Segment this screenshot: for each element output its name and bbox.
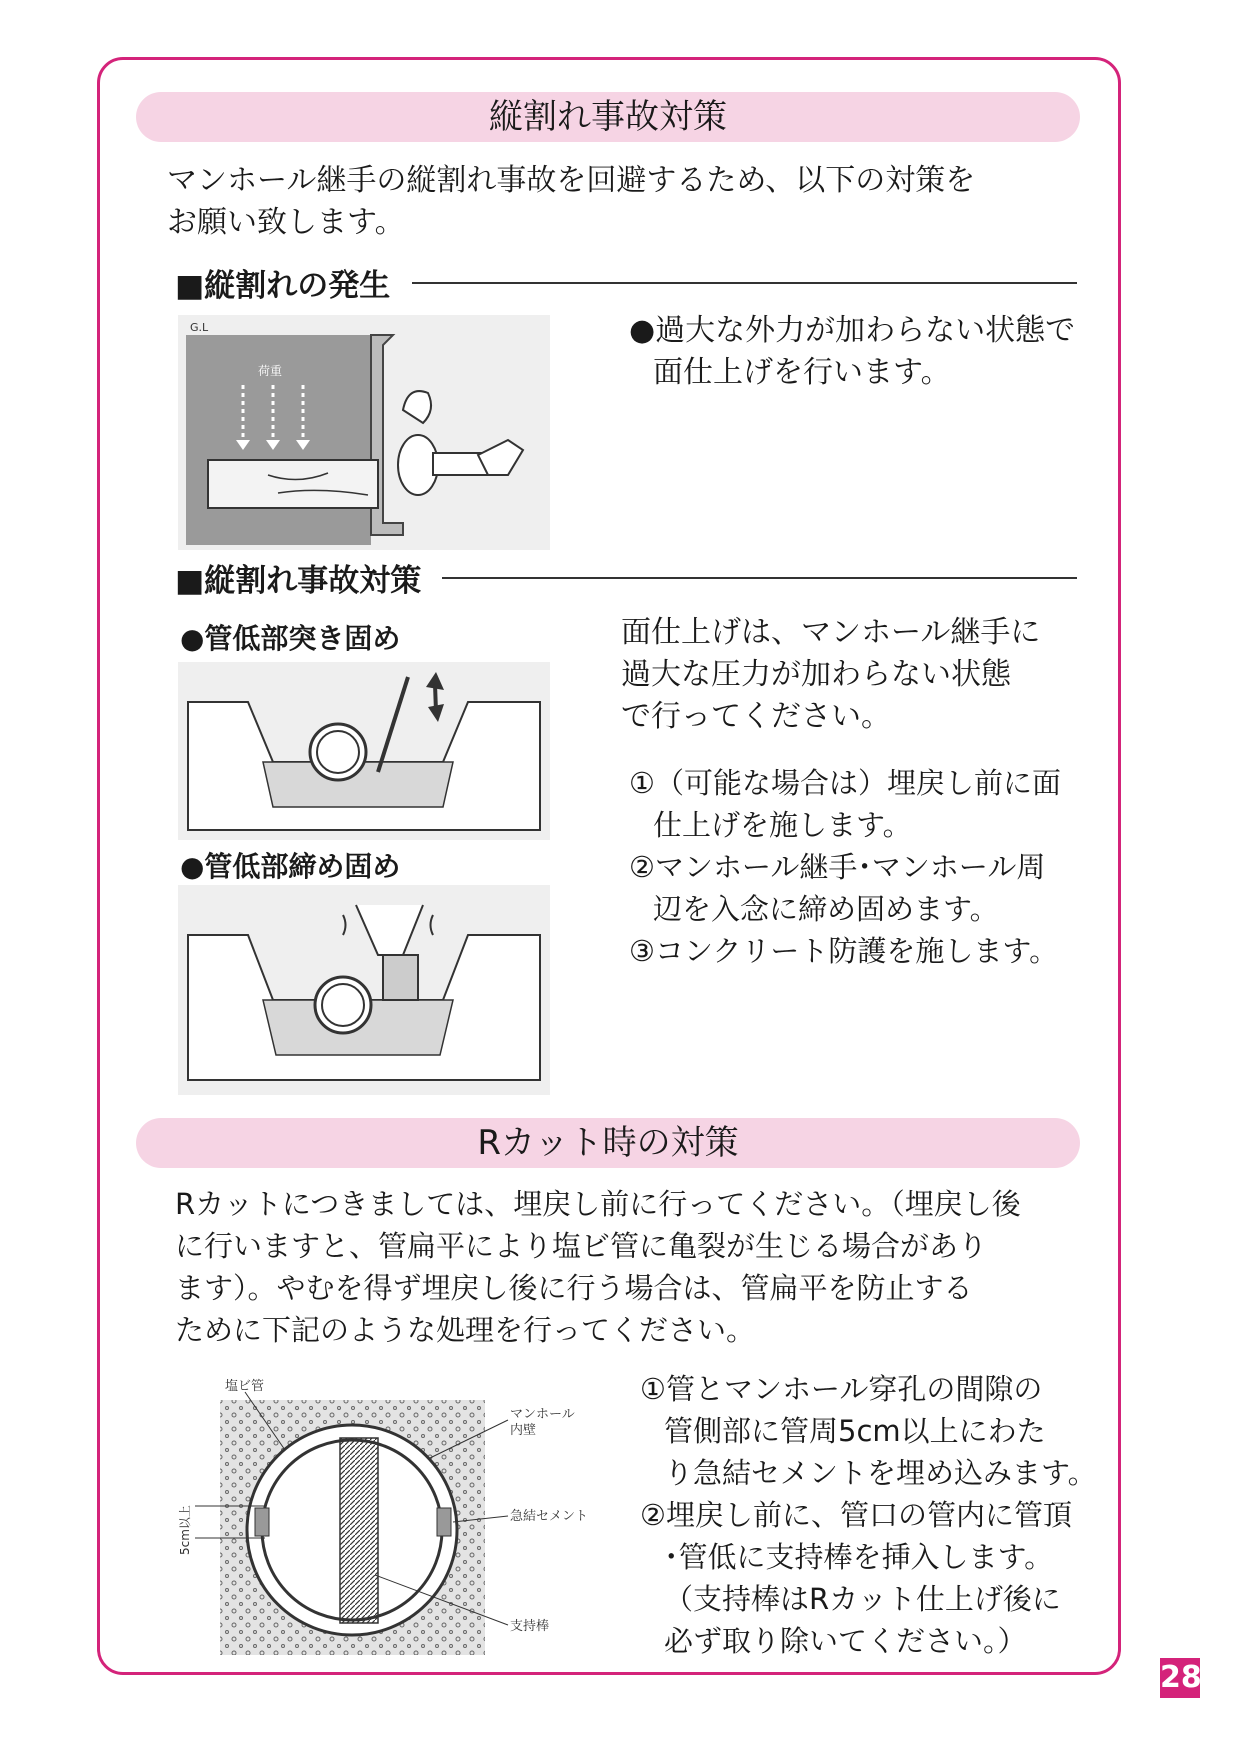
r-cut-list-item: （支持棒はRカット仕上げ後に (664, 1582, 1061, 1616)
r-cut-list-item: 管側部に管周5cm以上にわた (664, 1414, 1046, 1448)
countermeasure-list (629, 762, 1061, 972)
intro-line: マンホール継手の縦割れ事故を回避するため、以下の対策を (167, 163, 976, 198)
heading-countermeasure: ■縦割れ事故対策 (175, 563, 422, 599)
r-cut-list-item: ①管とマンホール穿孔の間隙の (640, 1372, 1043, 1406)
cm-text-line: で行ってください。 (621, 699, 891, 734)
heading-rule (412, 282, 1077, 284)
support-rod-icon (340, 1438, 378, 1623)
figure-r-cut-section (175, 1370, 615, 1660)
section-title-r-cut: Rカット時の対策 (136, 1118, 1080, 1168)
cm-list-item: ①（可能な場合は）埋戻し前に面 (629, 766, 1061, 800)
page-number: 28 (1160, 1658, 1200, 1698)
label-cement: 急結セメント (510, 1509, 589, 1524)
cm-list-item: 辺を入念に締め固めます。 (653, 892, 999, 926)
cm-text-line: 面仕上げは、マンホール継手に (621, 615, 1041, 650)
countermeasure-text (621, 612, 1040, 738)
intro-text (167, 160, 975, 244)
r-cut-list-item: ②埋戻し前に、管口の管内に管頂 (640, 1498, 1072, 1532)
label-wall: マンホール (510, 1407, 575, 1422)
section-title-vertical-crack: 縦割れ事故対策 (136, 92, 1080, 142)
load-label: 荷重 (258, 364, 283, 378)
method-tamping-label: ●管低部突き固め (180, 622, 401, 655)
r-cut-intro-line: Rカットにつきましては、埋戻し前に行ってください。（埋戻し後 (175, 1187, 1021, 1221)
pipe-icon (208, 460, 378, 508)
grinder-hand-icon (398, 391, 523, 495)
label-wall: 内壁 (510, 1423, 537, 1438)
tamping-rod-icon (378, 677, 408, 772)
intro-line: お願い致します。 (167, 205, 405, 240)
r-cut-intro-line: ます）。やむを得ず埋戻し後に行う場合は、管扁平を防止する (175, 1271, 973, 1305)
r-cut-intro-line: ために下記のような処理を行ってください。 (175, 1313, 756, 1347)
occurrence-note-line: ●過大な外力が加わらない状態で (629, 313, 1076, 348)
label-pipe: 塩ビ管 (225, 1379, 265, 1394)
figure-compaction (178, 885, 550, 1095)
cm-list-item: ②マンホール継手･マンホール周 (629, 850, 1046, 884)
figure-crack-occurrence (178, 315, 550, 550)
figure-tamping (178, 662, 550, 840)
occurrence-note (629, 310, 1075, 394)
r-cut-intro-line: に行いますと、管扁平により塩ビ管に亀裂が生じる場合があり (175, 1229, 988, 1263)
r-cut-list-item: 必ず取り除いてください。） (664, 1624, 1027, 1658)
label-dimension: 5cm以上 (178, 1505, 192, 1555)
heading-occurrence: ■縦割れの発生 (175, 268, 391, 304)
cm-list-item: 仕上げを施します。 (653, 808, 912, 842)
gl-label: G.L (190, 321, 209, 334)
r-cut-intro (175, 1183, 1021, 1351)
r-cut-list-item: ･管低に支持棒を挿入します。 (664, 1540, 1054, 1574)
label-rod: 支持棒 (510, 1619, 550, 1634)
r-cut-list-item: り急結セメントを埋め込みます。 (664, 1456, 1097, 1490)
cm-text-line: 過大な圧力が加わらない状態 (621, 657, 1011, 692)
method-compaction-label: ●管低部締め固め (180, 850, 401, 883)
occurrence-note-line: 面仕上げを行います。 (653, 355, 951, 390)
cm-list-item: ③コンクリート防護を施します。 (629, 934, 1059, 968)
heading-rule (442, 577, 1077, 579)
r-cut-list (640, 1368, 1097, 1662)
